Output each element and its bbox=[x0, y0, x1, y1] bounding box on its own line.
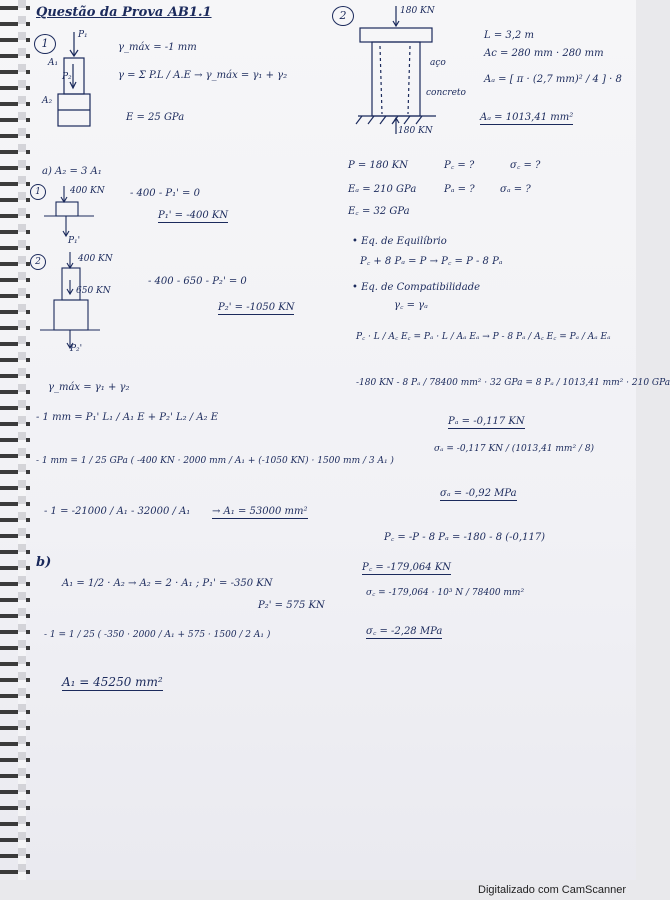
part-b-line-1: A₁ = 1/2 · A₂ → A₂ = 2 · A₁ ; P₁' = -350 KN bbox=[62, 578, 273, 589]
gamma-equation: γ = Σ P.L / A.E → γ_máx = γ₁ + γ₂ bbox=[118, 70, 288, 81]
section-1-force: 400 KN bbox=[70, 186, 105, 196]
gamma-max: γ_máx = -1 mm bbox=[118, 42, 197, 53]
section-number-1: 1 bbox=[30, 184, 46, 200]
sigma-a-question: σₐ = ? bbox=[500, 184, 531, 195]
compat-result: → A₁ = 53000 mm² bbox=[212, 506, 308, 517]
compat-line-3: - 1 mm = 1 / 25 GPa ( -400 KN · 2000 mm / A₁ + (-1050 KN) · 1500 mm / 3 A₁ ) bbox=[36, 456, 394, 466]
fraction-line: P꜀ · L / A꜀ E꜀ = Pₐ · L / Aₐ Eₐ → P - 8 Pₐ / A꜀ E꜀ = Pₐ / Aₐ Eₐ bbox=[356, 332, 611, 342]
numeric-line: -180 KN - 8 Pₐ / 78400 mm² · 32 GPa = 8 Pₐ / 1013,41 mm² · 210 GPa bbox=[356, 378, 670, 388]
section-2-result: P₂' = -1050 KN bbox=[218, 302, 295, 313]
section-2-force-top: 400 KN bbox=[78, 254, 113, 264]
column-force-top: 180 KN bbox=[400, 6, 435, 16]
compat-line-2: - 1 mm = P₁' L₁ / A₁ E + P₂' L₂ / A₂ E bbox=[36, 412, 219, 423]
pc-result: P꜀ = -179,064 KN bbox=[362, 562, 452, 573]
a2-label: A₂ bbox=[42, 96, 53, 106]
ea-value: Eₐ = 210 GPa bbox=[348, 184, 417, 195]
e-value: E = 25 GPa bbox=[126, 112, 185, 123]
compatibility-title: • Eq. de Compatibilidade bbox=[352, 282, 481, 293]
equilibrium-title: • Eq. de Equilíbrio bbox=[352, 236, 447, 247]
a1-label: A₁ bbox=[48, 58, 59, 68]
part-b-result: A₁ = 45250 mm² bbox=[62, 675, 163, 689]
spiral-binding bbox=[0, 0, 30, 880]
part-b-label: b) bbox=[36, 555, 52, 570]
aa-equation: Aₐ = [ π · (2,7 mm)² / 4 ] · 8 bbox=[484, 74, 622, 85]
page-title: Questão da Prova AB1.1 bbox=[36, 5, 212, 20]
aa-result: Aₐ = 1013,41 mm² bbox=[480, 112, 574, 123]
compatibility-line: γ꜀ = γₐ bbox=[394, 300, 428, 311]
section-2-p: P₂' bbox=[70, 344, 83, 354]
p2-label: P₂ bbox=[62, 72, 72, 82]
compat-line-1: γ_máx = γ₁ + γ₂ bbox=[48, 382, 130, 393]
sigma-a-result: σₐ = -0,92 MPa bbox=[440, 488, 517, 499]
pc-question: P꜀ = ? bbox=[444, 160, 475, 171]
section-1-equation: - 400 - P₁' = 0 bbox=[130, 188, 200, 199]
section-2-equation: - 400 - 650 - P₂' = 0 bbox=[148, 276, 247, 287]
sigma-c-result: σ꜀ = -2,28 MPa bbox=[366, 626, 443, 637]
column-figure bbox=[352, 6, 452, 136]
equilibrium-line: P꜀ + 8 Pₐ = P → P꜀ = P - 8 Pₐ bbox=[360, 256, 503, 267]
question-number-1: 1 bbox=[34, 34, 56, 54]
scanner-watermark: Digitalizado com CamScanner bbox=[478, 884, 626, 896]
column-force-bottom: 180 KN bbox=[398, 126, 433, 136]
section-2-force-mid: 650 KN bbox=[76, 286, 111, 296]
ac-value: Ac = 280 mm · 280 mm bbox=[484, 48, 604, 59]
sigma-c-line: σ꜀ = -179,064 · 10³ N / 78400 mm² bbox=[366, 588, 525, 598]
part-b-line-2: - 1 = 1 / 25 ( -350 · 2000 / A₁ + 575 · 1500 / 2 A₁ ) bbox=[44, 630, 271, 640]
label-aco: aço bbox=[430, 58, 446, 68]
p1-label: P₁ bbox=[78, 30, 88, 40]
pa-result: Pₐ = -0,117 KN bbox=[448, 416, 525, 427]
part-a-label: a) A₂ = 3 A₁ bbox=[42, 166, 102, 177]
pa-question: Pₐ = ? bbox=[444, 184, 475, 195]
label-concreto: concreto bbox=[426, 88, 466, 98]
sigma-a-line: σₐ = -0,117 KN / (1013,41 mm² / 8) bbox=[434, 444, 595, 454]
compat-line-4: - 1 = -21000 / A₁ - 32000 / A₁ bbox=[44, 506, 191, 517]
section-1-result: P₁' = -400 KN bbox=[158, 210, 229, 221]
question-number-2: 2 bbox=[332, 6, 354, 26]
length-value: L = 3,2 m bbox=[484, 30, 534, 41]
ec-value: E꜀ = 32 GPa bbox=[348, 206, 410, 217]
sigma-c-question: σ꜀ = ? bbox=[510, 160, 541, 171]
section-1-p: P₁' bbox=[68, 236, 81, 246]
p-value: P = 180 KN bbox=[348, 160, 408, 171]
pc-line: P꜀ = -P - 8 Pₐ = -180 - 8 (-0,117) bbox=[384, 532, 546, 543]
section-number-2: 2 bbox=[30, 254, 46, 270]
part-b-line-1b: P₂' = 575 KN bbox=[258, 600, 325, 611]
